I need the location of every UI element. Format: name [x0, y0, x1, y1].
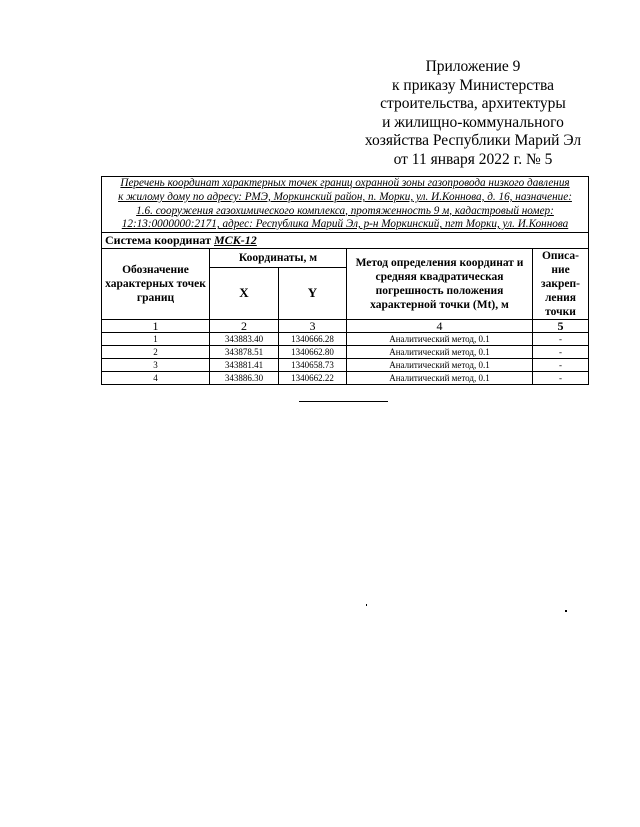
x-cell: 343883.40	[210, 333, 279, 346]
fixing-cell: -	[533, 333, 589, 346]
point-cell: 3	[102, 359, 210, 372]
scan-speck	[366, 604, 367, 606]
table-row	[102, 372, 589, 385]
appendix-header	[340, 58, 606, 169]
table-title-line: Перечень координат характерных точек границ охранной зоны газопровода низкого давления	[120, 177, 570, 190]
header-point-designation: Обозначение характерных точек границ	[102, 249, 210, 320]
separator-line	[299, 401, 388, 402]
point-cell: 2	[102, 346, 210, 359]
column-number: 3	[279, 320, 347, 333]
y-cell: 1340658.73	[279, 359, 347, 372]
fixing-cell: -	[533, 346, 589, 359]
table-title-line: 12:13:0000000:2171, адрес: Республика Марий Эл, р-н Моркинский, пгт Морки, ул. И.Коннова	[121, 218, 569, 231]
appendix-line: от 11 января 2022 г. № 5	[393, 150, 553, 168]
x-cell: 343878.51	[210, 346, 279, 359]
appendix-line: Приложение 9	[425, 58, 521, 75]
fixing-cell: -	[533, 359, 589, 372]
header-method: Метод определения координат и средняя квадратическая погрешность положения характерной точки (Mt), м	[347, 249, 533, 320]
column-number: 5	[533, 320, 589, 333]
point-cell: 1	[102, 333, 210, 346]
method-cell: Аналитический метод, 0.1	[347, 359, 533, 372]
column-numbers-row	[102, 320, 589, 333]
method-cell: Аналитический метод, 0.1	[347, 346, 533, 359]
coordinate-system-code: МСК-12	[213, 233, 257, 247]
table-row	[102, 333, 589, 346]
y-cell: 1340662.80	[279, 346, 347, 359]
appendix-line: хозяйства Республики Марий Эл	[364, 132, 582, 149]
column-number: 1	[102, 320, 210, 333]
x-cell: 343886.30	[210, 372, 279, 385]
header-y: Y	[279, 267, 347, 319]
header-fixing: Описа- ние закреп- ления точки	[533, 249, 589, 320]
method-cell: Аналитический метод, 0.1	[347, 372, 533, 385]
method-cell: Аналитический метод, 0.1	[347, 333, 533, 346]
scan-speck	[565, 610, 567, 612]
table-title	[102, 177, 589, 233]
appendix-line: строительства, архитектуры	[380, 95, 566, 112]
table-row	[102, 359, 589, 372]
point-cell: 4	[102, 372, 210, 385]
y-cell: 1340662.22	[279, 372, 347, 385]
appendix-line: к приказу Министерства	[392, 76, 554, 94]
appendix-line: и жилищно-коммунального	[382, 113, 564, 131]
column-number: 4	[347, 320, 533, 333]
x-cell: 343881.41	[210, 359, 279, 372]
header-x: X	[210, 267, 279, 319]
table-title-line: к жилому дому по адресу: РМЭ, Моркинский район, п. Морки, ул. И.Коннова, д. 16, назначение:	[118, 190, 572, 203]
header-coordinates: Координаты, м	[210, 249, 347, 268]
table-row	[102, 346, 589, 359]
table-title-line: 1.6. сооружения газохимического комплекса, протяженность 9 м, кадастровый номер:	[136, 204, 554, 217]
coordinate-system-label: Система координат	[105, 233, 211, 247]
column-number: 2	[210, 320, 279, 333]
y-cell: 1340666.28	[279, 333, 347, 346]
coordinates-table	[101, 176, 589, 385]
coordinate-system	[102, 233, 589, 249]
fixing-cell: -	[533, 372, 589, 385]
